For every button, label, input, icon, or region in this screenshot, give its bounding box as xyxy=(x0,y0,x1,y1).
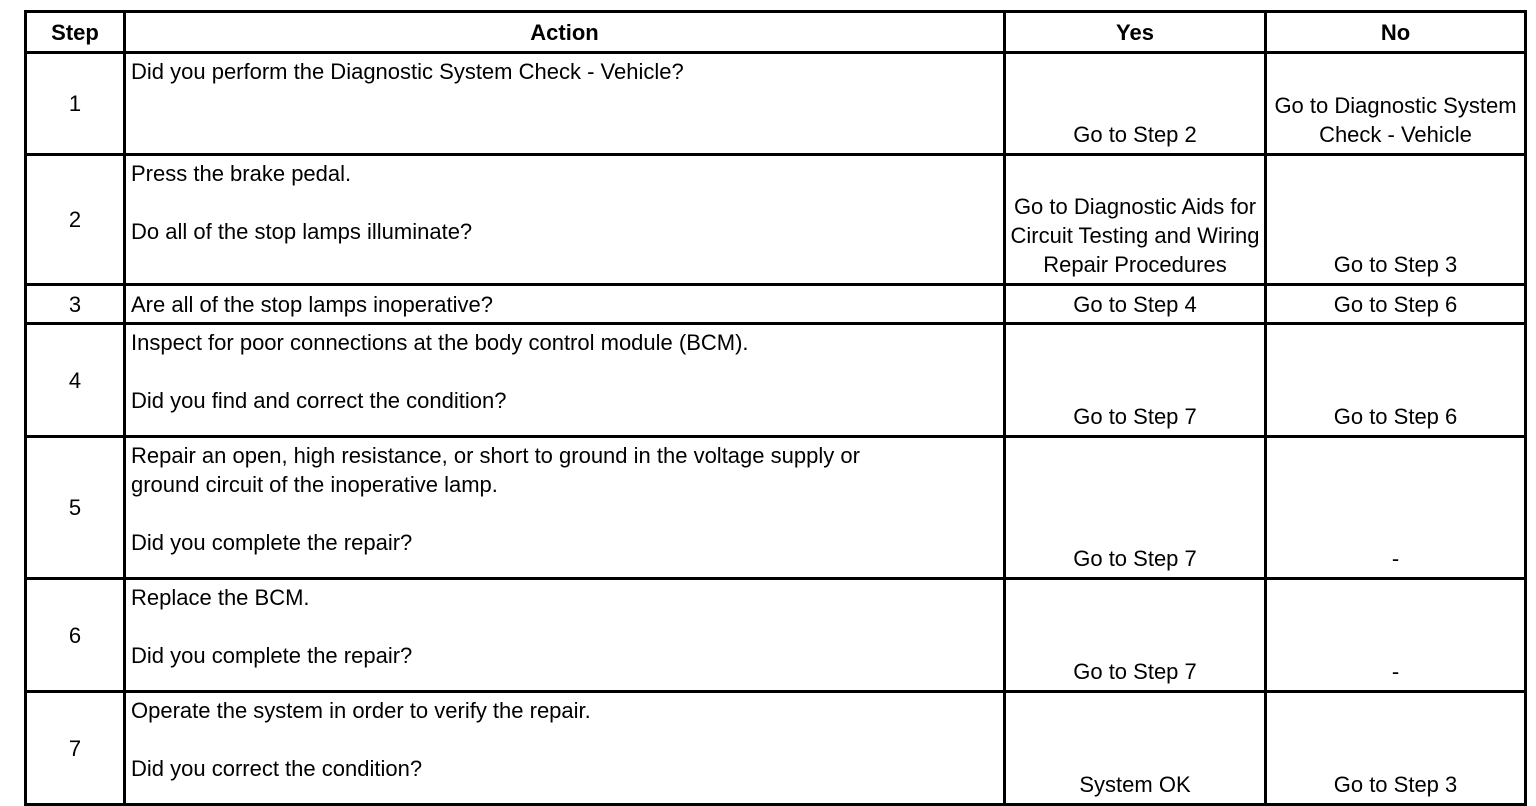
action-line: ground circuit of the inoperative lamp. xyxy=(131,472,498,497)
header-action: Action xyxy=(125,12,1005,53)
header-no: No xyxy=(1266,12,1526,53)
no-cell: - xyxy=(1266,437,1526,579)
action-line: Did you perform the Diagnostic System Check - Vehicle? xyxy=(131,59,684,84)
table-row xyxy=(26,155,1526,285)
yes-cell: Go to Step 7 xyxy=(1005,437,1266,579)
action-cell xyxy=(125,324,1005,437)
yes-cell: Go to Step 4 xyxy=(1005,285,1266,324)
action-question: Did you complete the repair? xyxy=(131,530,413,555)
table-row xyxy=(26,437,1526,579)
action-question: Did you correct the condition? xyxy=(131,756,423,781)
header-step: Step xyxy=(26,12,125,53)
yes-cell: Go to Step 7 xyxy=(1005,579,1266,692)
action-line: Operate the system in order to verify the repair. xyxy=(131,698,591,723)
no-cell: Go to Step 3 xyxy=(1266,692,1526,805)
action-question: Did you complete the repair? xyxy=(131,643,413,668)
diagnostic-table xyxy=(24,10,1527,806)
action-cell xyxy=(125,285,1005,324)
step-number: 1 xyxy=(26,53,125,155)
table-row xyxy=(26,579,1526,692)
yes-cell: System OK xyxy=(1005,692,1266,805)
action-line: Repair an open, high resistance, or short to ground in the voltage supply or xyxy=(131,443,860,468)
header-row xyxy=(26,12,1526,53)
yes-cell: Go to Step 7 xyxy=(1005,324,1266,437)
action-line: Replace the BCM. xyxy=(131,585,310,610)
action-cell xyxy=(125,155,1005,285)
step-number: 3 xyxy=(26,285,125,324)
action-line: Are all of the stop lamps inoperative? xyxy=(131,291,493,317)
step-number: 2 xyxy=(26,155,125,285)
step-number: 7 xyxy=(26,692,125,805)
action-cell xyxy=(125,53,1005,155)
action-cell xyxy=(125,692,1005,805)
step-number: 4 xyxy=(26,324,125,437)
action-question: Do all of the stop lamps illuminate? xyxy=(131,219,473,244)
no-cell: Go to Diagnostic System Check - Vehicle xyxy=(1266,53,1526,155)
action-line: Press the brake pedal. xyxy=(131,161,352,186)
action-question: Did you find and correct the condition? xyxy=(131,388,507,413)
table-row xyxy=(26,285,1526,324)
action-cell xyxy=(125,579,1005,692)
action-line: Inspect for poor connections at the body control module (BCM). xyxy=(131,330,749,355)
no-cell: Go to Step 6 xyxy=(1266,324,1526,437)
table-row xyxy=(26,53,1526,155)
yes-cell: Go to Step 2 xyxy=(1005,53,1266,155)
action-cell xyxy=(125,437,1005,579)
table-row xyxy=(26,692,1526,805)
step-number: 6 xyxy=(26,579,125,692)
no-cell: Go to Step 3 xyxy=(1266,155,1526,285)
header-yes: Yes xyxy=(1005,12,1266,53)
no-cell: - xyxy=(1266,579,1526,692)
no-cell: Go to Step 6 xyxy=(1266,285,1526,324)
table-row xyxy=(26,324,1526,437)
yes-cell: Go to Diagnostic Aids for Circuit Testing and Wiring Repair Procedures xyxy=(1005,155,1266,285)
step-number: 5 xyxy=(26,437,125,579)
